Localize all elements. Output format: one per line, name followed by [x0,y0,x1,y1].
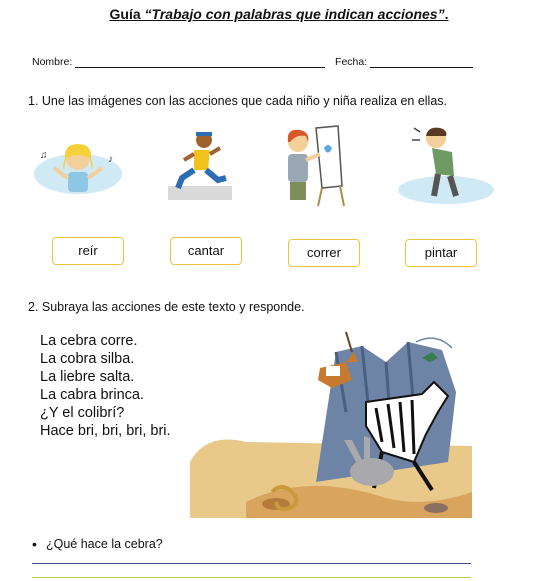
name-label: Nombre: [32,56,73,68]
answer-line-1[interactable] [32,563,471,564]
question-2: 2. Subraya las acciones de este texto y responde. [28,300,305,314]
title-suffix: . [444,6,449,22]
poem-line[interactable]: La cebra corre. [40,333,138,349]
animals-illustration [186,322,472,522]
title-prefix: Guía [109,6,145,22]
name-date-row [32,56,473,68]
choice-reir[interactable]: reír [52,237,124,265]
choice-cantar[interactable]: cantar [170,237,242,265]
question-1: 1. Une las imágenes con las acciones que cada niño y niña realiza en ellas. [28,94,448,108]
girl-singing-picture [32,136,124,196]
poem [40,332,171,440]
date-label: Fecha: [335,56,368,68]
answer-line-2[interactable] [32,577,471,578]
poem-line[interactable]: La liebre salta. [40,369,135,385]
svg-text:♫: ♫ [40,150,48,161]
poem-line[interactable]: Hace bri, bri, bri, bri. [40,423,171,439]
choice-correr[interactable]: correr [288,239,360,267]
poem-line[interactable]: ¿Y el colibrí? [40,405,125,421]
worksheet-title [0,6,558,22]
poem-line[interactable]: La cabra brinca. [40,387,144,403]
svg-text:♪: ♪ [108,154,113,165]
name-field[interactable] [75,57,325,68]
girl-painting-picture [278,124,348,208]
poem-line[interactable]: La cobra silba. [40,351,135,367]
title-italic: “Trabajo con palabras que indican acciones” [144,6,445,22]
question-cebra: • ¿Qué hace la cebra? [46,537,163,551]
boy-running-picture [164,126,236,202]
boy-laughing-picture [396,124,496,206]
date-field[interactable] [370,57,473,68]
choice-pintar[interactable]: pintar [405,239,477,267]
